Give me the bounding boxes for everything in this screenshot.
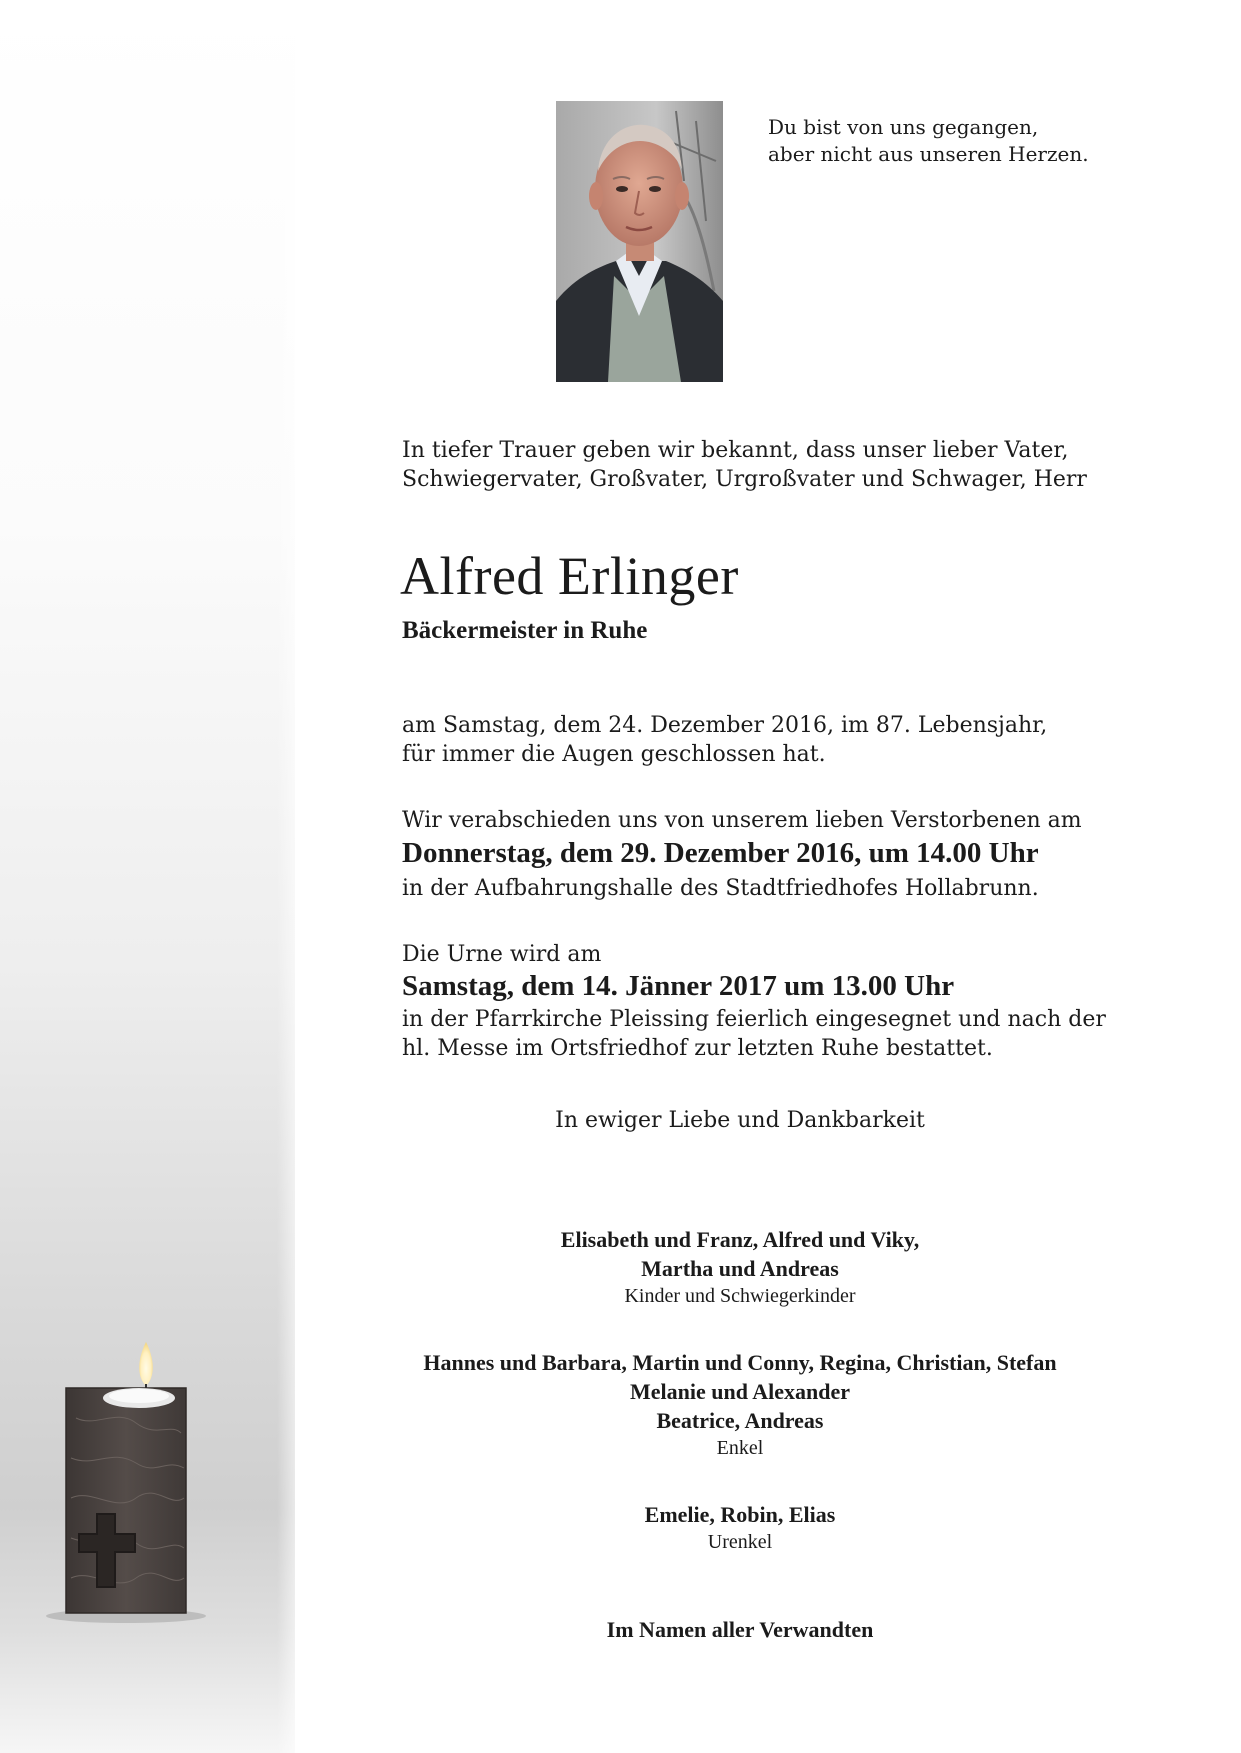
urn-lead: Die Urne wird am — [402, 942, 602, 967]
signoff: Im Namen aller Verwandten — [606, 1617, 874, 1642]
quote-line: aber nicht aus unseren Herzen. — [768, 142, 1089, 166]
candle-cross-icon — [56, 1338, 196, 1620]
mourner-role: Kinder und Schwiegerkinder — [624, 1285, 856, 1307]
mourner-names: Elisabeth und Franz, Alfred und Viky, — [560, 1227, 920, 1252]
mourner-names: Martha und Andreas — [641, 1256, 839, 1281]
farewell-lead: Wir verabschieden uns von unserem lieben Verstorbenen am — [402, 808, 1082, 833]
memorial-quote — [768, 114, 1089, 168]
mourner-names: Beatrice, Andreas — [656, 1408, 824, 1433]
mourner-role: Urenkel — [707, 1531, 773, 1553]
death-line: für immer die Augen geschlossen hat. — [402, 742, 826, 767]
urn-place — [402, 1005, 1106, 1063]
mourner-group-grandchildren — [360, 1348, 1120, 1462]
mourner-group-great-grandchildren — [360, 1500, 1120, 1556]
mourner-role: Enkel — [716, 1437, 764, 1459]
quote-line: Du bist von uns gegangen, — [768, 115, 1039, 139]
urn-place-line: in der Pfarrkirche Pleissing feierlich eingesegnet und nach der — [402, 1007, 1106, 1032]
mourner-names: Emelie, Robin, Elias — [644, 1502, 836, 1527]
farewell-place: in der Aufbahrungshalle des Stadtfriedhofes Hollabrunn. — [402, 876, 1039, 901]
intro-line: In tiefer Trauer geben wir bekannt, dass unser lieber Vater, — [402, 438, 1069, 463]
death-line: am Samstag, dem 24. Dezember 2016, im 87. Lebensjahr, — [402, 713, 1048, 738]
deceased-title: Bäckermeister in Ruhe — [402, 617, 648, 644]
portrait-photo — [556, 101, 723, 382]
urn-place-line: hl. Messe im Ortsfriedhof zur letzten Ruhe bestattet. — [402, 1036, 993, 1061]
mourner-names: Hannes und Barbara, Martin und Conny, Regina, Christian, Stefan — [423, 1350, 1057, 1375]
mourner-names: Melanie und Alexander — [629, 1379, 850, 1404]
announcement-intro — [402, 436, 1087, 494]
farewell-date: Donnerstag, dem 29. Dezember 2016, um 14.00 Uhr — [402, 837, 1039, 869]
deceased-name: Alfred Erlinger — [400, 546, 739, 606]
mourner-group-children — [360, 1225, 1120, 1310]
urn-date: Samstag, dem 14. Jänner 2017 um 13.00 Uhr — [402, 970, 955, 1002]
closing-line: In ewiger Liebe und Dankbarkeit — [555, 1108, 925, 1133]
death-notice — [402, 711, 1047, 769]
intro-line: Schwiegervater, Großvater, Urgroßvater und Schwager, Herr — [402, 467, 1087, 492]
